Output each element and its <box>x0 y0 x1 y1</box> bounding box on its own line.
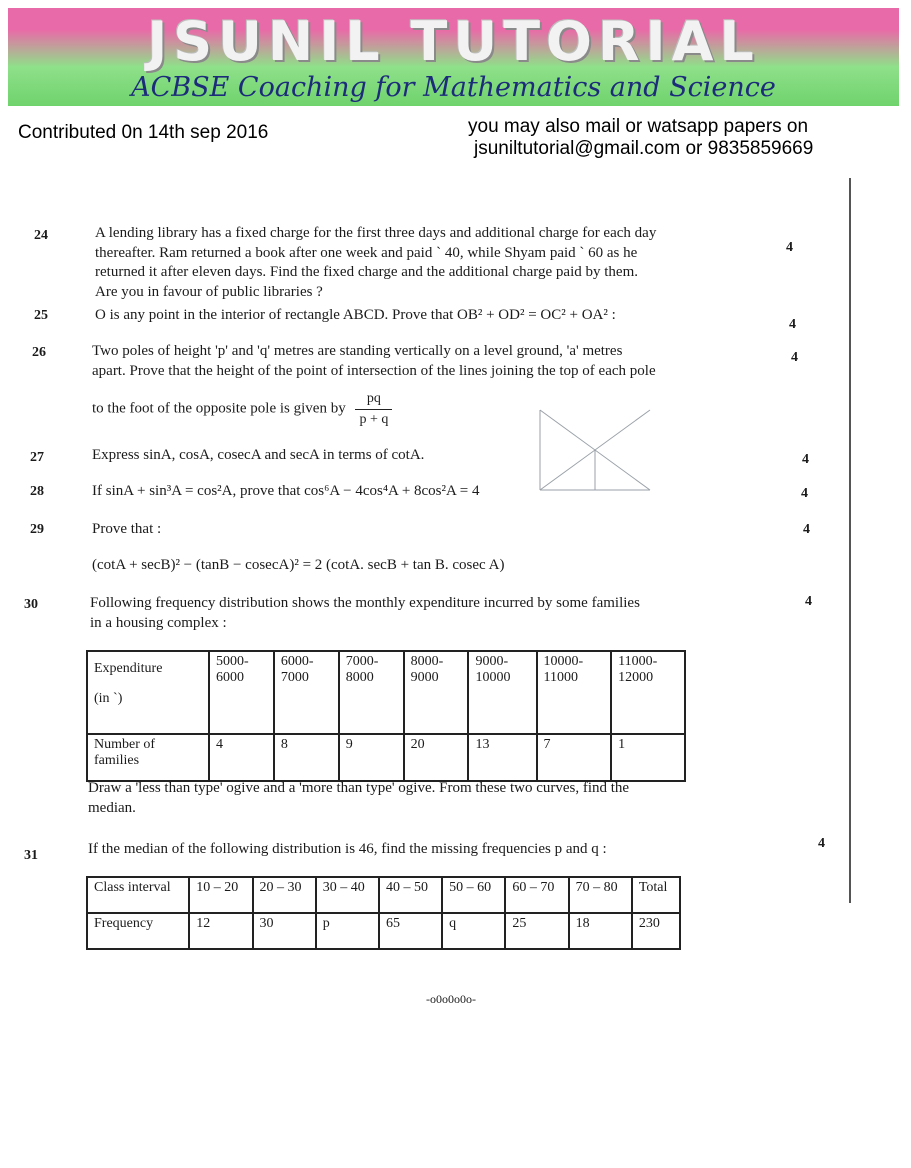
table-cell: 5000- 6000 <box>209 651 274 734</box>
question-line: Two poles of height 'p' and 'q' metres are standing vertically on a level ground, 'a' metres <box>92 343 623 359</box>
table-cell: 25 <box>505 913 568 949</box>
question-line: Draw a 'less than type' ogive and a 'more than type' ogive. From these two curves, find the <box>88 780 630 796</box>
table-row <box>87 651 685 734</box>
table-cell: 7000- 8000 <box>339 651 404 734</box>
contribution-date: Contributed 0n 14th sep 2016 <box>18 122 269 143</box>
question-line <box>92 389 792 429</box>
contact-info <box>468 116 813 160</box>
question-30-instruction <box>88 779 808 818</box>
table-cell: 65 <box>379 913 442 949</box>
question-number: 27 <box>30 450 44 465</box>
table-cell: 8 <box>274 734 339 782</box>
table-cell: 230 <box>632 913 680 949</box>
question-27: Express sinA, cosA, cosecA and secA in terms of cotA. <box>92 447 425 463</box>
table-cell: 9 <box>339 734 404 782</box>
table-cell: 6000- 7000 <box>274 651 339 734</box>
end-of-paper-mark: -o0o0o0o- <box>426 992 476 1006</box>
question-number: 25 <box>34 308 48 323</box>
question-29: Prove that : <box>92 521 162 537</box>
question-line: Are you in favour of public libraries ? <box>95 283 323 300</box>
fraction-numerator: pq <box>355 389 392 410</box>
table-header-cell <box>87 651 209 734</box>
question-line: thereafter. Ram returned a book after one week and paid ` 40, while Shyam paid ` 60 as he <box>95 244 638 261</box>
table-cell: 7 <box>537 734 612 782</box>
table-header-cell: Class interval <box>87 877 189 913</box>
table-cell: 10000- 11000 <box>537 651 612 734</box>
table-header-unit: (in `) <box>94 691 123 706</box>
question-29-formula: (cotA + secB)² − (tanB − cosecA)² = 2 (cotA. secB + tan B. cosec A) <box>92 557 505 573</box>
fraction <box>355 389 392 429</box>
frequency-table <box>86 876 681 950</box>
table-cell: 12 <box>189 913 252 949</box>
table-cell: 40 – 50 <box>379 877 442 913</box>
marks: 4 <box>805 594 812 609</box>
table-row <box>87 734 685 782</box>
marks: 4 <box>801 486 808 501</box>
table-cell: 20 <box>404 734 469 782</box>
table-cell: 11000- 12000 <box>611 651 685 734</box>
question-26 <box>92 342 792 429</box>
table-cell: 30 – 40 <box>316 877 379 913</box>
question-number: 26 <box>32 345 46 360</box>
contact-line-1: you may also mail or watsapp papers on <box>468 116 809 137</box>
question-line: apart. Prove that the height of the point of intersection of the lines joining the top of each pole <box>92 362 656 379</box>
table-cell: 70 – 80 <box>569 877 632 913</box>
banner-subtitle: ACBSE Coaching for Mathematics and Science <box>131 72 776 103</box>
table-cell: q <box>442 913 505 949</box>
header-banner <box>8 8 899 106</box>
question-line: Following frequency distribution shows the monthly expenditure incurred by some families <box>90 595 640 611</box>
question-28: If sinA + sin³A = cos²A, prove that cos⁶A − 4cos⁴A + 8cos²A = 4 <box>92 483 480 499</box>
question-30 <box>90 594 795 633</box>
question-31: If the median of the following distribution is 46, find the missing frequencies p and q : <box>88 841 607 857</box>
fraction-denominator: p + q <box>359 411 389 427</box>
table-cell: 18 <box>569 913 632 949</box>
table-cell: 8000- 9000 <box>404 651 469 734</box>
expenditure-table <box>86 650 686 782</box>
table-cell: p <box>316 913 379 949</box>
marks: 4 <box>802 452 809 467</box>
table-cell: 1 <box>611 734 685 782</box>
table-cell: 20 – 30 <box>253 877 316 913</box>
question-line-text: to the foot of the opposite pole is given by <box>92 400 346 417</box>
marks: 4 <box>789 317 796 332</box>
question-number: 28 <box>30 484 44 499</box>
question-line: returned it after eleven days. Find the fixed charge and the additional charge paid by them. <box>95 264 639 280</box>
question-number: 31 <box>24 848 38 863</box>
question-number: 29 <box>30 522 44 537</box>
question-24 <box>95 224 785 302</box>
table-cell: 60 – 70 <box>505 877 568 913</box>
question-number: 30 <box>24 597 38 612</box>
table-row <box>87 913 680 949</box>
table-cell: 13 <box>468 734 536 782</box>
marks: 4 <box>818 836 825 851</box>
table-cell: 30 <box>253 913 316 949</box>
question-25: O is any point in the interior of rectangle ABCD. Prove that OB² + OD² = OC² + OA² : <box>95 307 616 323</box>
table-cell: 50 – 60 <box>442 877 505 913</box>
question-line: in a housing complex : <box>90 614 227 631</box>
table-cell: 4 <box>209 734 274 782</box>
table-cell: 9000- 10000 <box>468 651 536 734</box>
question-line: median. <box>88 799 136 816</box>
marks: 4 <box>803 522 810 537</box>
table-header-label: Expenditure <box>94 661 163 676</box>
question-line: A lending library has a fixed charge for the first three days and additional charge for each day <box>95 225 657 241</box>
question-number: 24 <box>34 228 48 243</box>
table-row-label: Number of families <box>87 734 209 782</box>
banner-title: JSUNIL TUTORIAL <box>147 10 760 73</box>
page-border <box>849 178 851 903</box>
marks: 4 <box>786 240 793 255</box>
marks: 4 <box>791 350 798 365</box>
contact-line-2: jsuniltutorial@gmail.com or 9835859669 <box>474 138 814 159</box>
table-cell: Total <box>632 877 680 913</box>
table-row-label: Frequency <box>87 913 189 949</box>
table-cell: 10 – 20 <box>189 877 252 913</box>
table-row <box>87 877 680 913</box>
